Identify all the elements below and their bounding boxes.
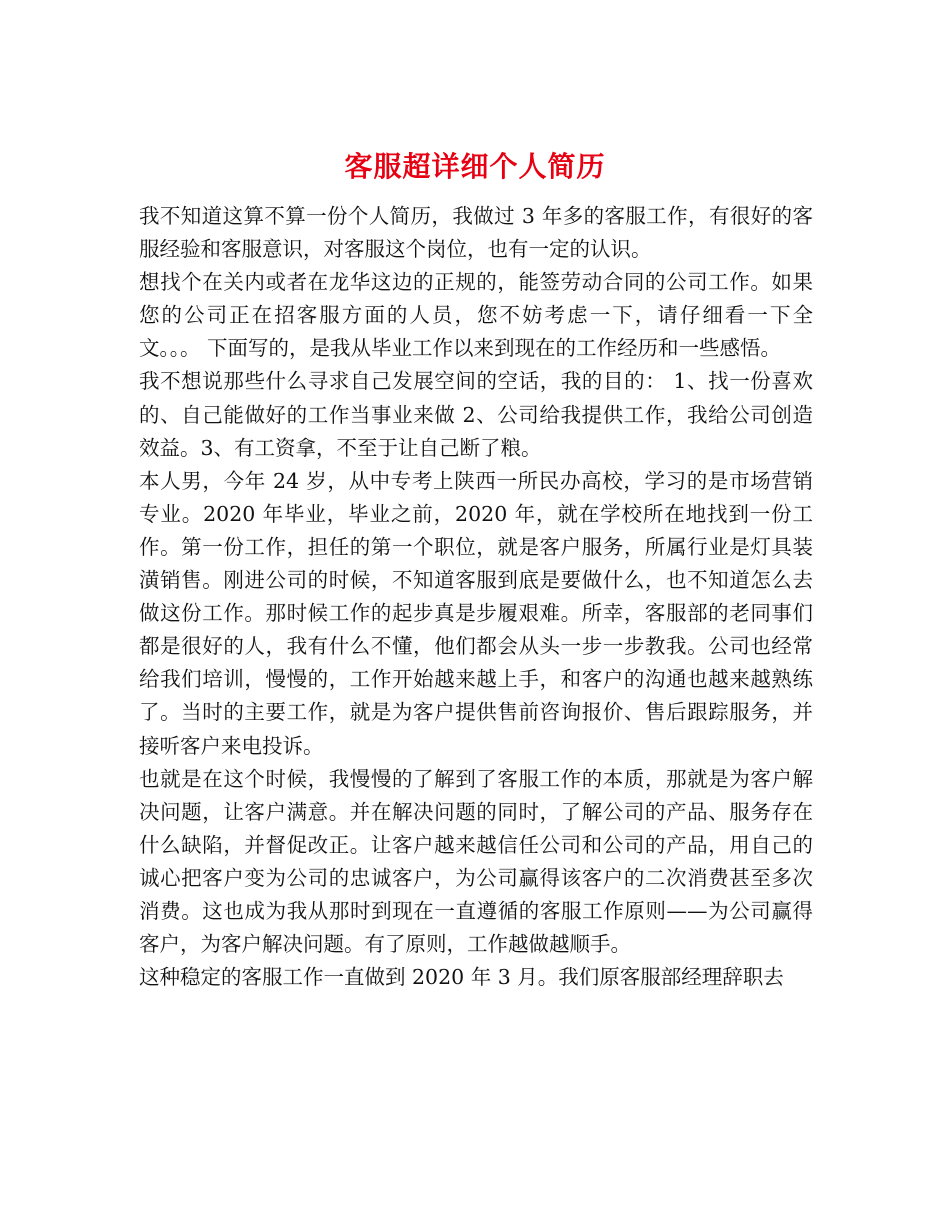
document-title: 客服超详细个人简历 — [344, 149, 606, 183]
paragraph-6: 这种稳定的客服工作一直做到 2020 年 3 月。我们原客服部经理辞职去 — [139, 965, 784, 990]
paragraph-1: 我不知道这算不算一份个人简历，我做过 3 年多的客服工作，有很好的客服经验和客服意识，对客服这个岗位，也有一定的认识。 — [139, 204, 813, 262]
paragraph-5: 也就是在这个时候，我慢慢的了解到了客服工作的本质，那就是为客户解决问题，让客户满意。并在解决问题的同时，了解公司的产品、服务存在什么缺陷，并督促改正。让客户越来越信任公司和公司的产品，用自己的诚心把客户变为公司的忠诚客户，为公司赢得该客户的二次消费甚至多次消费。这也成为我从那时到现在一直遵循的客服工作原则——为公司赢得客户，为客户解决问题。有了原则，工作越做越顺手。 — [139, 766, 813, 957]
document-body — [139, 200, 813, 994]
paragraph-2: 想找个在关内或者在龙华这边的正规的，能签劳动合同的公司工作。如果您的公司正在招客服方面的人员，您不妨考虑一下，请仔细看一下全文。。。 下面写的，是我从毕业工作以来到现在的工作经历和一些感悟。 — [139, 270, 813, 361]
paragraph-4: 本人男，今年 24 岁，从中专考上陕西一所民办高校，学习的是市场营销专业。2020 年毕业，毕业之前，2020 年，就在学校所在地找到一份工作。第一份工作，担任的第一个职位，就是客户服务，所属行业是灯具装潢销售。刚进公司的时候，不知道客服到底是要做什么，也不知道怎么去做这份工作。那时候工作的起步真是步履艰难。所幸，客服部的老同事们都是很好的人，我有什么不懂，他们都会从头一步一步教我。公司也经常给我们培训，慢慢的，工作开始越来越上手，和客户的沟通也越来越熟练了。当时的主要工作，就是为客户提供售前咨询报价、售后跟踪服务，并接听客户来电投诉。 — [139, 468, 813, 758]
paragraph-3: 我不想说那些什么寻求自己发展空间的空话，我的目的： 1、找一份喜欢的、自己能做好的工作当事业来做 2、公司给我提供工作，我给公司创造效益。3、有工资拿，不至于让自己断了粮。 — [139, 369, 813, 460]
